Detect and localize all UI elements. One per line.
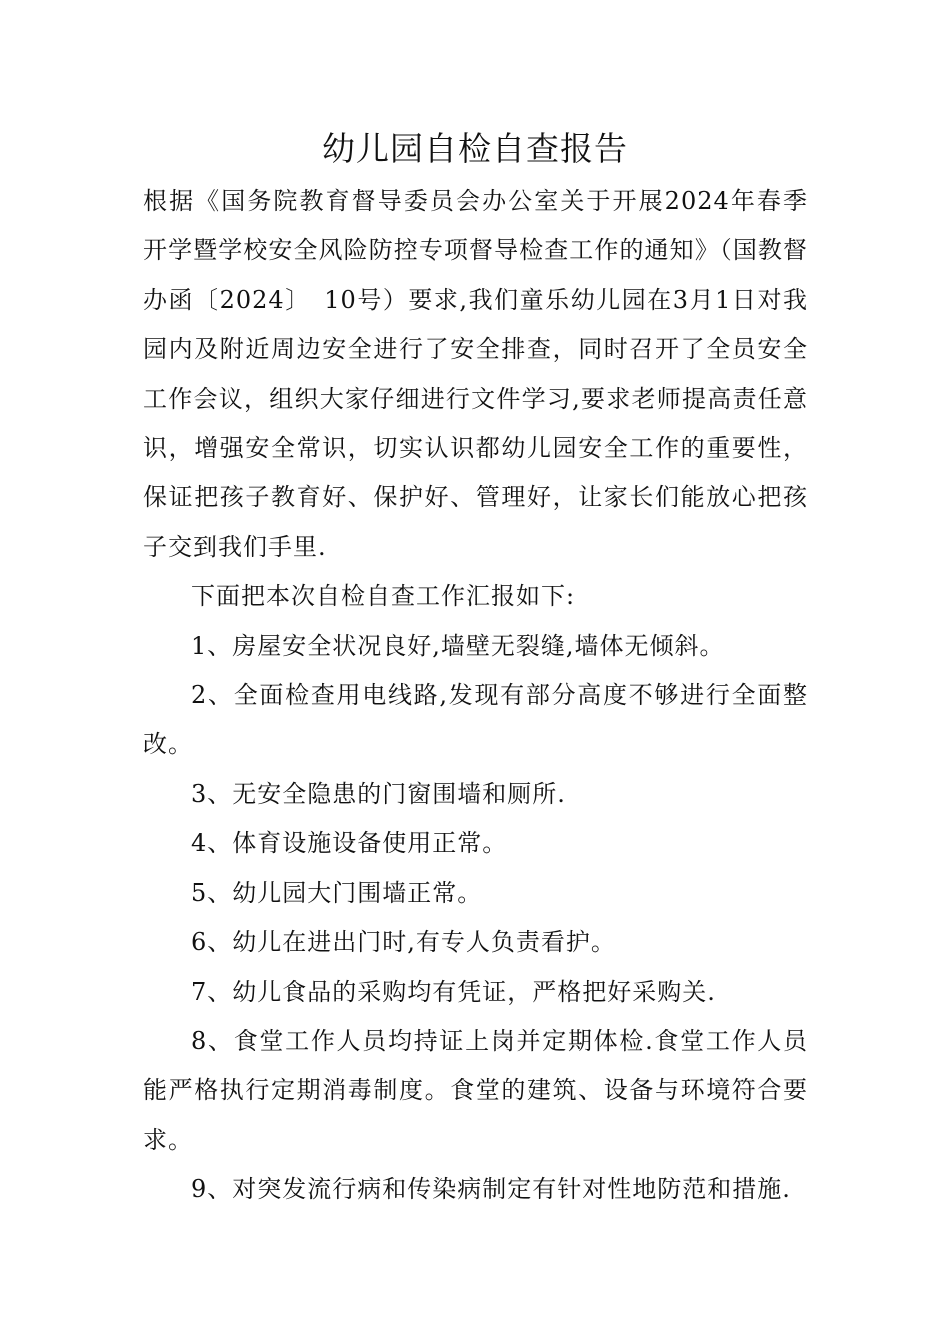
list-item: 8、食堂工作人员均持证上岗并定期体检.食堂工作人员能严格执行定期消毒制度。食堂的建筑、设备与环境符合要求。	[143, 1026, 808, 1154]
list-item: 1、房屋安全状况良好,墙壁无裂缝,墙体无倾斜。	[191, 631, 725, 660]
document-title: 幼儿园自检自查报告	[322, 129, 628, 168]
list-item: 9、对突发流行病和传染病制定有针对性地防范和措施.	[191, 1175, 791, 1204]
document-body	[143, 177, 808, 1215]
summary-lead: 下面把本次自检自查工作汇报如下:	[191, 582, 576, 611]
list-item: 5、幼儿园大门围墙正常。	[191, 878, 483, 907]
list-item: 2、全面检查用电线路,发现有部分高度不够进行全面整改。	[143, 681, 808, 759]
list-item: 3、无安全隐患的门窗围墙和厕所.	[191, 779, 566, 808]
list-item: 7、幼儿食品的采购均有凭证，严格把好采购关.	[191, 977, 716, 1006]
list-item: 4、体育设施设备使用正常。	[191, 829, 508, 858]
list-item: 6、幼儿在进出门时,有专人负责看护。	[191, 928, 616, 957]
intro-paragraph: 根据《国务院教育督导委员会办公室关于开展2024年春季开学暨学校安全风险防控专项督导检查工作的通知》（国教督办函〔2024〕 10号）要求,我们童乐幼儿园在3月1日对我园内及附近周边安全进行了安全排查，同时召开了全员安全工作会议，组织大家仔细进行文件学习,要求老师提高责任意识，增强安全常识，切实认识都幼儿园安全工作的重要性，保证把孩子教育好、保护好、管理好，让家长们能放心把孩子交到我们手里.	[143, 187, 808, 561]
